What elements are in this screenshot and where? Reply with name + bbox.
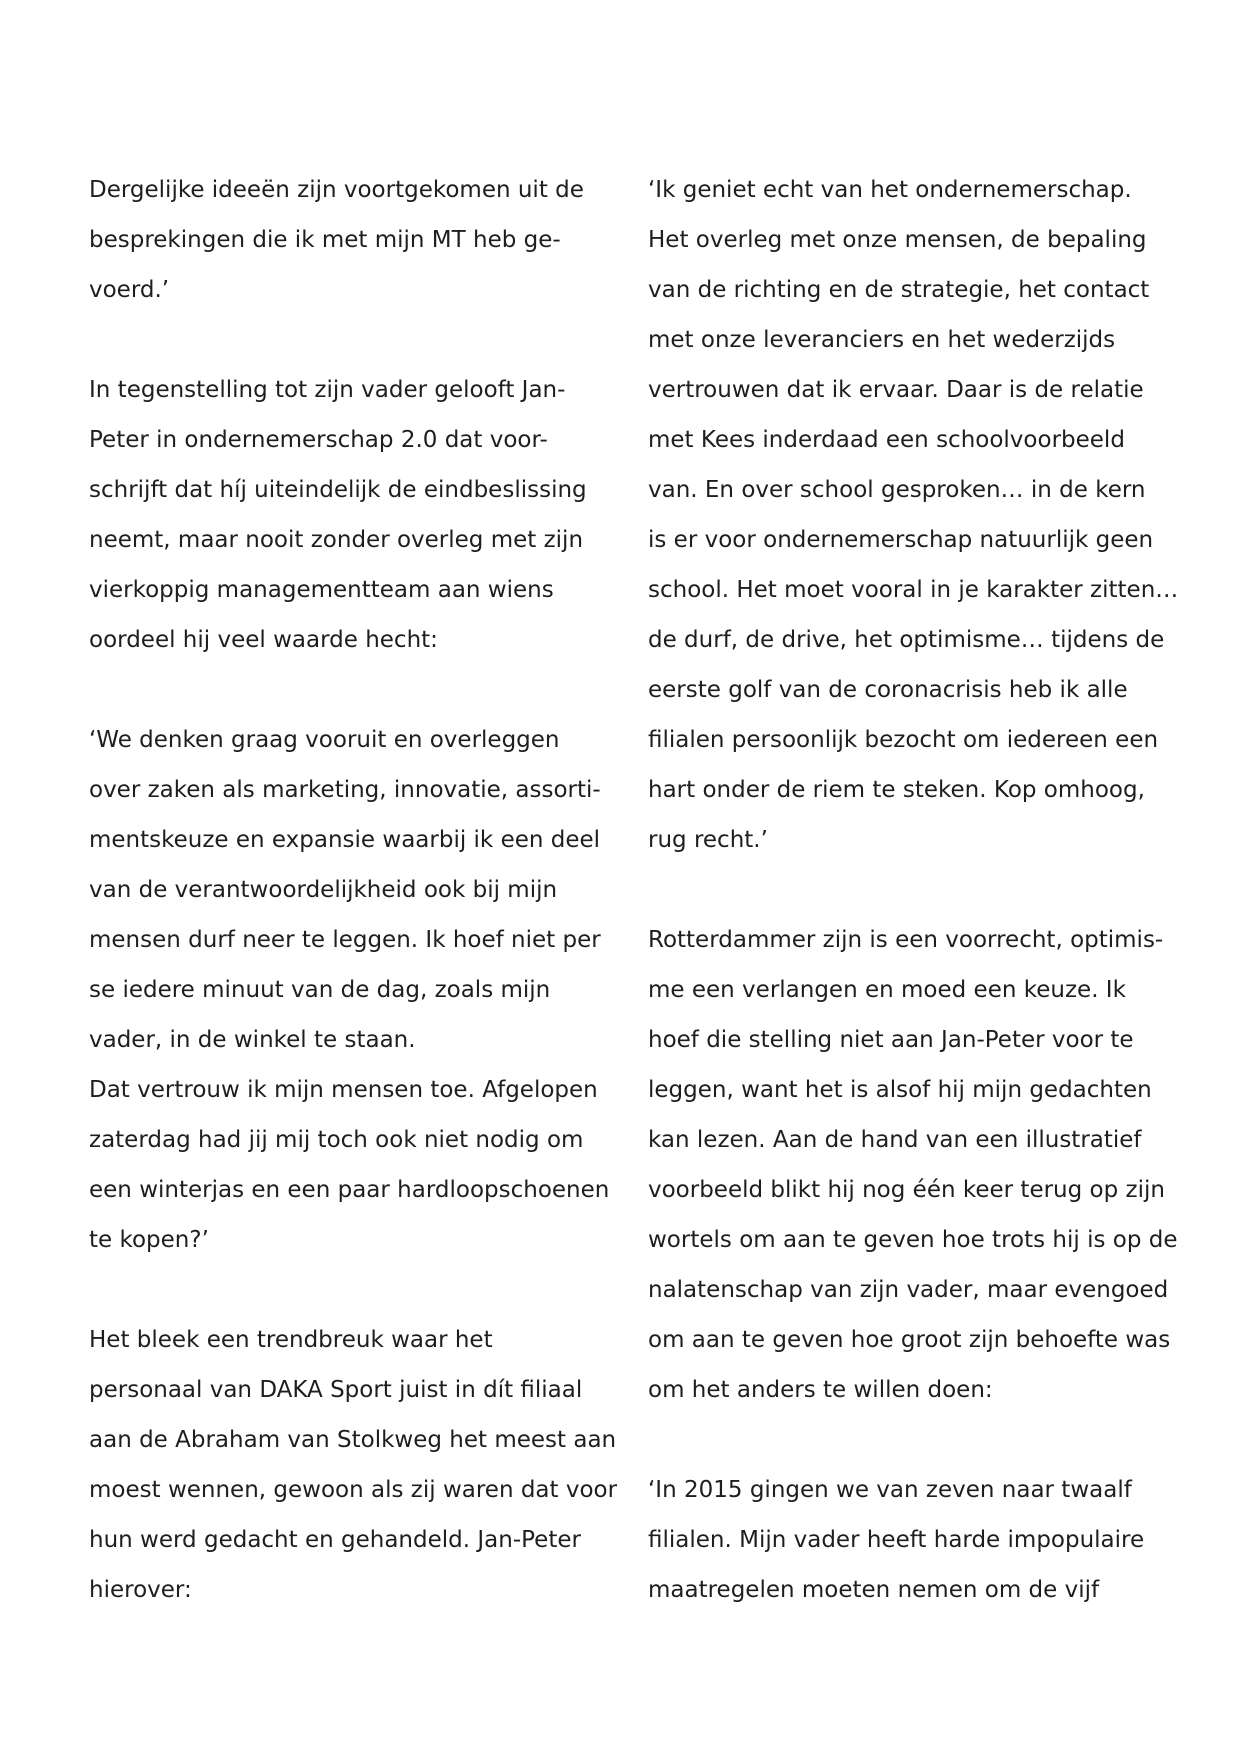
left-column xyxy=(89,165,639,1665)
text-line: ‘In 2015 gingen we van zeven naar twaalf xyxy=(648,1477,1132,1503)
text-line: van de verantwoordelijkheid ook bij mijn xyxy=(89,877,558,903)
text-line: neemt, maar nooit zonder overleg met zijn xyxy=(89,527,584,553)
text-line: Rotterdammer zijn is een voorrecht, optimis- xyxy=(648,927,1164,953)
text-line: leggen, want het is alsof hij mijn gedachten xyxy=(648,1077,1152,1103)
text-line: ‘Ik geniet echt van het ondernemerschap. xyxy=(648,177,1132,203)
text-line: voerd.’ xyxy=(89,277,170,303)
text-line: se iedere minuut van de dag, zoals mijn xyxy=(89,977,551,1003)
text-line: ‘We denken graag vooruit en overleggen xyxy=(89,727,560,753)
text-line: te kopen?’ xyxy=(89,1227,209,1253)
text-line: hierover: xyxy=(89,1577,192,1603)
text-line: om aan te geven hoe groot zijn behoefte was xyxy=(648,1327,1171,1353)
text-line: van. En over school gesproken… in de kern xyxy=(648,477,1146,503)
paragraph xyxy=(648,915,1208,1415)
text-line: Dat vertrouw ik mijn mensen toe. Afgelopen xyxy=(89,1077,598,1103)
text-line: voorbeeld blikt hij nog één keer terug op zijn xyxy=(648,1177,1165,1203)
text-line: In tegenstelling tot zijn vader gelooft Jan- xyxy=(89,377,566,403)
text-line: rug recht.’ xyxy=(648,827,768,853)
text-line: vertrouwen dat ik ervaar. Daar is de relatie xyxy=(648,377,1144,403)
text-line: hart onder de riem te steken. Kop omhoog, xyxy=(648,777,1145,803)
text-line: is er voor ondernemerschap natuurlijk geen xyxy=(648,527,1154,553)
text-line: school. Het moet vooral in je karakter zitten… xyxy=(648,577,1179,603)
text-line: oordeel hij veel waarde hecht: xyxy=(89,627,438,653)
text-line: me een verlangen en moed een keuze. Ik xyxy=(648,977,1126,1003)
text-line: nalatenschap van zijn vader, maar evengoed xyxy=(648,1277,1169,1303)
text-line: schrijft dat híj uiteindelijk de eindbeslissing xyxy=(89,477,587,503)
text-line: maatregelen moeten nemen om de vijf xyxy=(648,1577,1100,1603)
text-line: mentskeuze en expansie waarbij ik een deel xyxy=(89,827,601,853)
text-line: een winterjas en een paar hardloopschoenen xyxy=(89,1177,610,1203)
text-line: filialen. Mijn vader heeft harde impopulaire xyxy=(648,1527,1145,1553)
text-line: over zaken als marketing, innovatie, assorti- xyxy=(89,777,601,803)
text-line: zaterdag had jij mij toch ook niet nodig om xyxy=(89,1127,584,1153)
text-line: vader, in de winkel te staan. xyxy=(89,1027,416,1053)
quote-paragraph xyxy=(89,715,639,1265)
text-line: aan de Abraham van Stolkweg het meest aan xyxy=(89,1427,617,1453)
quote-paragraph xyxy=(648,165,1208,865)
paragraph xyxy=(89,365,639,665)
text-line: Het overleg met onze mensen, de bepaling xyxy=(648,227,1147,253)
text-line: Peter in ondernemerschap 2.0 dat voor- xyxy=(89,427,548,453)
text-line: besprekingen die ik met mijn MT heb ge- xyxy=(89,227,561,253)
text-line: wortels om aan te geven hoe trots hij is op de xyxy=(648,1227,1178,1253)
text-line: van de richting en de strategie, het contact xyxy=(648,277,1150,303)
text-line: filialen persoonlijk bezocht om iedereen een xyxy=(648,727,1159,753)
text-line: hun werd gedacht en gehandeld. Jan-Peter xyxy=(89,1527,581,1553)
text-line: kan lezen. Aan de hand van een illustratief xyxy=(648,1127,1142,1153)
text-line: de durf, de drive, het optimisme… tijdens de xyxy=(648,627,1165,653)
text-line: eerste golf van de coronacrisis heb ik alle xyxy=(648,677,1128,703)
text-line: mensen durf neer te leggen. Ik hoef niet per xyxy=(89,927,601,953)
text-line: Dergelijke ideeën zijn voortgekomen uit de xyxy=(89,177,584,203)
paragraph xyxy=(89,1315,639,1615)
text-line: met onze leveranciers en het wederzijds xyxy=(648,327,1116,353)
text-line: vierkoppig managementteam aan wiens xyxy=(89,577,554,603)
text-line: om het anders te willen doen: xyxy=(648,1377,993,1403)
text-line: personaal van DAKA Sport juist in dít filiaal xyxy=(89,1377,583,1403)
text-line: hoef die stelling niet aan Jan-Peter voor te xyxy=(648,1027,1134,1053)
right-column xyxy=(648,165,1208,1665)
text-line: Het bleek een trendbreuk waar het xyxy=(89,1327,493,1353)
quote-paragraph xyxy=(648,1465,1208,1615)
text-line: met Kees inderdaad een schoolvoorbeeld xyxy=(648,427,1125,453)
paragraph xyxy=(89,165,639,315)
text-line: moest wennen, gewoon als zij waren dat voor xyxy=(89,1477,618,1503)
